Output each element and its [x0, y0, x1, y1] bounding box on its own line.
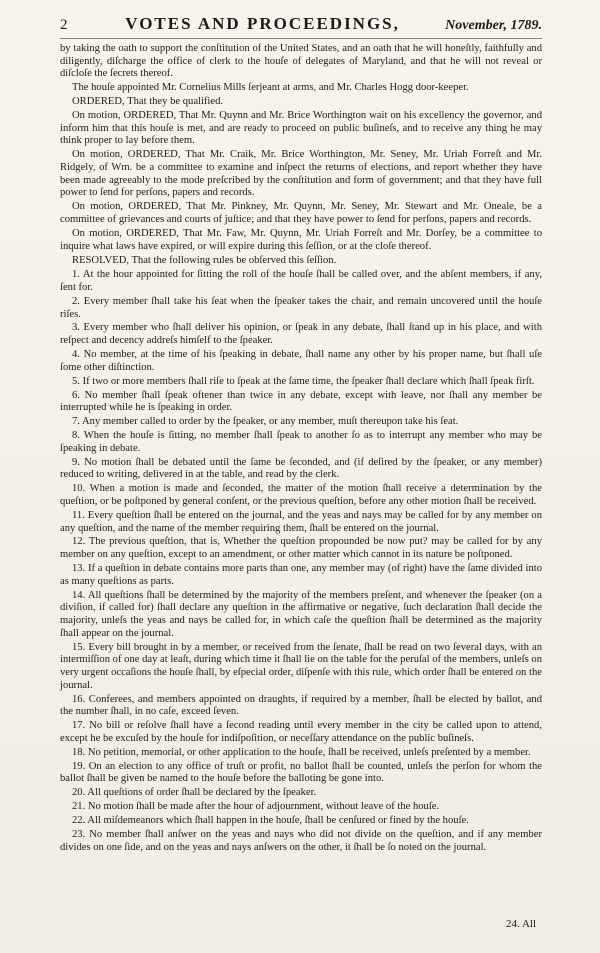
rule-item: 5. If two or more members ſhall riſe to ſpeak at the ſame time, the ſpeaker ſhall declare which ſhall ſpeak firſt.	[72, 375, 535, 387]
rule-item: 21. No motion ſhall be made after the hour of adjournment, without leave of the houſe.	[72, 801, 440, 813]
rule-item: 23. No member ſhall anſwer on the yeas and nays who did not divide on the queſtion, and if any member divides on one ſide, and on the yeas and nays anſwers on the other, it ſhall be ſo noted on the journal.	[60, 828, 542, 853]
rule-item: 10. When a motion is made and ſeconded, the matter of the motion ſhall receive a determination by the queſtion, or be poſtponed by general conſent, or the previous queſtion, before any other motion ſhall be received.	[60, 483, 542, 507]
rule-item: 15. Every bill brought in by a member, or received from the ſenate, ſhall be read on two ſeveral days, with an intermiſſion of one day at leaſt, during which time it ſhall lie on the table for the peruſal of the members, unleſs on very urgent occaſions the houſe ſhall, by eſpecial order, diſpenſe with this rule, which order ſhall be entered on the journal.	[60, 641, 542, 691]
rule-item: 7. Any member called to order by the ſpeaker, or any member, muſt thereupon take his ſeat.	[72, 416, 459, 428]
paragraph: On motion, ORDERED, That Mr. Quynn and Mr. Brice Worthington wait on his excellency the governor, and inform him that this houſe is met, and are ready to proceed on public buſineſs, and to receive any thing he may think proper to lay before them.	[60, 110, 542, 147]
rule-item: 3. Every member who ſhall deliver his opinion, or ſpeak in any debate, ſhall ſtand up in his place, and with reſpect and decency addreſs himſelf to the ſpeaker.	[60, 322, 542, 347]
paragraph: On motion, ORDERED, That Mr. Faw, Mr. Quynn, Mr. Uriah Forreſt and Mr. Dorſey, be a committee to inquire what laws have expired, or will expire during this ſeſſion, or at the cloſe thereof.	[60, 227, 542, 252]
rule-item: 19. On an election to any office of truſt or profit, no ballot ſhall be counted, unleſs the perſon for whom the ballot ſhall be given be named to the houſe before the balloting be gone into.	[60, 760, 542, 785]
rule-item: 12. The previous queſtion, that is, Whether the queſtion propounded be now put? may be called for by any member on any queſtion, except to an amendment, or other matter which cannot in its nature be poſtponed.	[60, 536, 542, 561]
header-date: November, 1789.	[445, 18, 542, 33]
rule-item: 9. No motion ſhall be debated until the ſame be ſeconded, and (if deſired by the ſpeaker, or any member) reduced to writing, delivered in at the table, and read by the clerk.	[60, 456, 542, 481]
page-number: 2	[60, 17, 68, 33]
rule-item: 4. No member, at the time of his ſpeaking in debate, ſhall name any other by his proper name, but ſhall uſe ſome other diſtinction.	[60, 349, 542, 373]
paragraph: ORDERED, That they be qualified.	[72, 96, 224, 108]
rule-item: 1. At the hour appointed for ſitting the roll of the houſe ſhall be called over, and the abſent members, if any, ſent for.	[60, 269, 542, 293]
resolved-paragraph: RESOLVED, That the following rules be obſerved this ſeſſion.	[72, 255, 337, 267]
rule-item: 8. When the houſe is ſitting, no member ſhall ſpeak to another ſo as to interrupt any member who may be ſpeaking in debate.	[60, 430, 542, 454]
rule-item: 13. If a queſtion in debate contains more parts than one, any member may (of right) have the ſame divided into as many queſtions as parts.	[60, 562, 542, 587]
rule-item: 16. Conferees, and members appointed on draughts, if required by a member, ſhall be elected by ballot, and the number ſhall, in no caſe, exceed ſeven.	[60, 693, 542, 718]
rule-item: 20. All queſtions of order ſhall be declared by the ſpeaker.	[72, 787, 317, 799]
rule-item: 18. No petition, memorial, or other application to the houſe, ſhall be received, unleſs preſented by a member.	[72, 746, 531, 758]
rule-item: 22. All miſdemeanors which ſhall happen in the houſe, ſhall be cenſured or fined by the houſe.	[72, 815, 469, 827]
paragraph: On motion, ORDERED, That Mr. Craik, Mr. Brice Worthington, Mr. Seney, Mr. Uriah Forreſt and Mr. Ridgely, of Wm. be a committee to examine and inſpect the returns of elections, and report whether they have been made agreeably to the mode preſcribed by the conſtitution and form of government; and that they have full power to ſend for perſons, papers and records.	[60, 149, 542, 199]
rule-item: 17. No bill or reſolve ſhall have a ſecond reading until every member in the city be called upon to attend, except he be excuſed by the houſe for indiſpoſition, or neceſſary attendance on the public buſineſs.	[60, 720, 542, 744]
rule-item: 2. Every member ſhall take his ſeat when the ſpeaker takes the chair, and remain uncovered until the houſe riſes.	[60, 295, 542, 320]
paragraph: On motion, ORDERED, That Mr. Pinkney, Mr. Quynn, Mr. Seney, Mr. Stewart and Mr. Oneale, be a committee of grievances and courts of juſtice; and that they have power to ſend for perſons, papers and records.	[60, 201, 542, 226]
page-header	[60, 14, 542, 39]
running-title: VOTES AND PROCEEDINGS,	[125, 14, 400, 33]
body-text	[60, 43, 542, 854]
rule-item: 6. No member ſhall ſpeak oftener than twice in any debate, except with leave, nor ſhall any member be interrupted while he is ſpeaking in order.	[60, 389, 542, 414]
paragraph: by taking the oath to support the conſtitution of the United States, and an oath that he will honeſtly, faithfully and diligently, diſcharge the office of clerk to the houſe of delegates of Maryland, and that he will not reveal or diſcloſe the ſecrets thereof.	[60, 43, 542, 80]
rule-item: 11. Every queſtion ſhall be entered on the journal, and the yeas and nays may be called for by any member on any queſtion, and the name of the member requiring them, ſhall be entered on the journal.	[60, 509, 542, 534]
paragraph: The houſe appointed Mr. Cornelius Mills ſerjeant at arms, and Mr. Charles Hogg door-keeper.	[72, 82, 469, 94]
catchword: 24. All	[506, 918, 536, 930]
rule-item: 14. All queſtions ſhall be determined by the majority of the members preſent, and whenever the ſpeaker (on a diviſion, if called for) ſhall declare any queſtion in the affirmative or negative, ſuch declaration ſhall decide the majority, unleſs the yeas and nays be called for, in which caſe the queſtion ſhall be determined as the majority ſhall appear on the journal.	[60, 589, 542, 639]
